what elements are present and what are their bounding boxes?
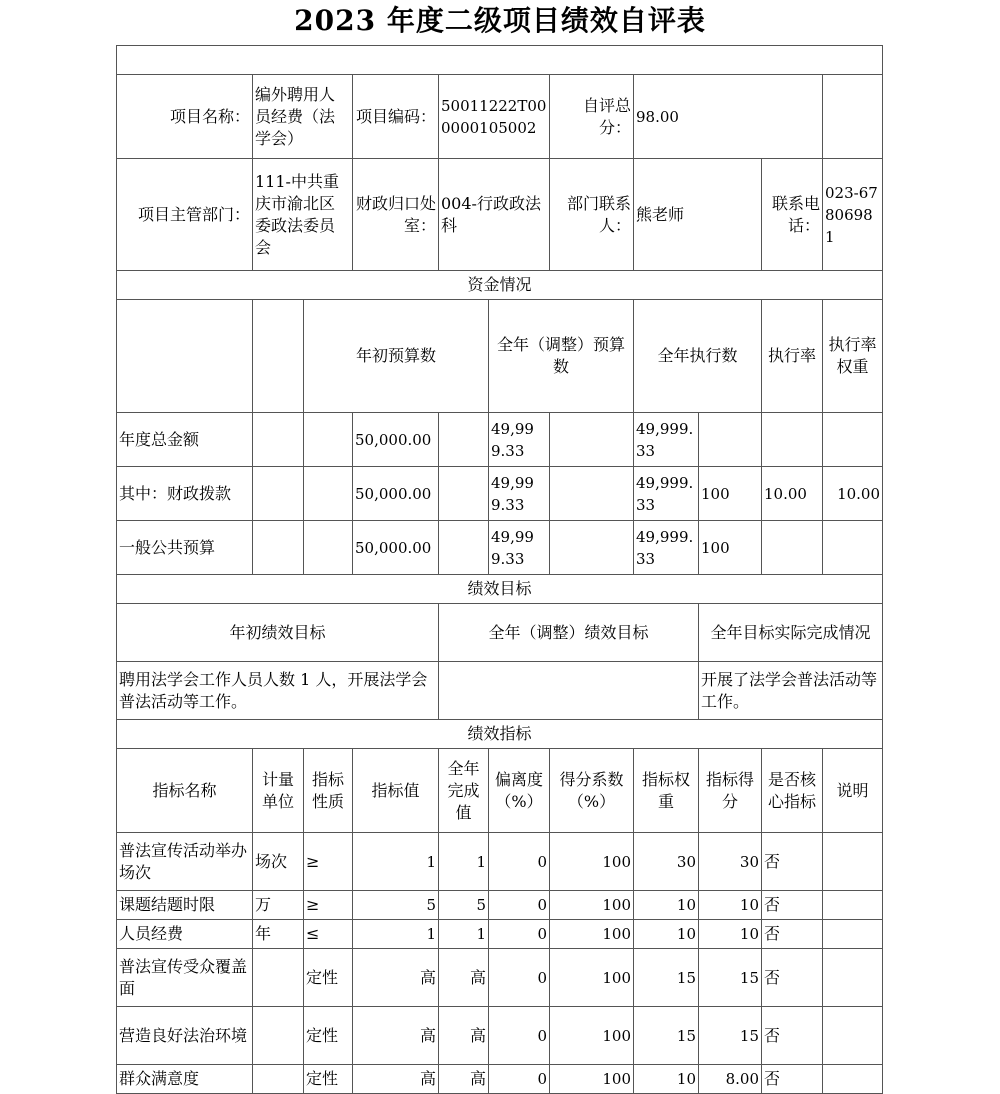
- ind-nature: 定性: [304, 1007, 353, 1065]
- indicator-row: [117, 833, 883, 891]
- ind-unit: [253, 1007, 304, 1065]
- empty-cell: [253, 521, 304, 575]
- funds-score: 10.00: [823, 467, 883, 521]
- empty-cell: [304, 413, 353, 467]
- indicators-section-row: [117, 720, 883, 749]
- funds-header-adjusted: 全年（调整）预算数: [489, 300, 634, 413]
- empty-cell: [304, 521, 353, 575]
- goals-header-row: [117, 604, 883, 662]
- funds-header-row: [117, 300, 883, 413]
- dept-label: 项目主管部门：: [117, 159, 253, 271]
- goals-col-actual: 全年目标实际完成情况: [699, 604, 883, 662]
- ind-deviation: 0: [489, 1007, 550, 1065]
- ind-value: 1: [353, 920, 439, 949]
- empty-cell: [253, 467, 304, 521]
- ind-nature: ≥: [304, 891, 353, 920]
- funds-row-label: 其中：财政拨款: [117, 467, 253, 521]
- funds-row-label: 一般公共预算: [117, 521, 253, 575]
- ind-name: 人员经费: [117, 920, 253, 949]
- ind-core: 否: [762, 949, 823, 1007]
- empty-cell: [823, 75, 883, 159]
- indicator-row: [117, 891, 883, 920]
- goals-section-title: 绩效目标: [117, 575, 883, 604]
- ind-header-name: 指标名称: [117, 749, 253, 833]
- ind-coef: 100: [550, 1007, 634, 1065]
- ind-name: 课题结题时限: [117, 891, 253, 920]
- ind-deviation: 0: [489, 949, 550, 1007]
- score-total-label: 自评总分：: [550, 75, 634, 159]
- dept-value: 111-中共重庆市渝北区委政法委员会: [253, 159, 353, 271]
- ind-unit: 年: [253, 920, 304, 949]
- ind-core: 否: [762, 920, 823, 949]
- funds-row-label: 年度总金额: [117, 413, 253, 467]
- funds-executed: 49,999.33: [634, 413, 699, 467]
- ind-deviation: 0: [489, 891, 550, 920]
- ind-value: 高: [353, 949, 439, 1007]
- funds-rate: 100: [699, 467, 762, 521]
- ind-value: 高: [353, 1007, 439, 1065]
- ind-header-weight: 指标权重: [634, 749, 699, 833]
- ind-note: [823, 1007, 883, 1065]
- ind-note: [823, 920, 883, 949]
- funds-adjusted: 49,999.33: [489, 467, 550, 521]
- ind-name: 普法宣传活动举办场次: [117, 833, 253, 891]
- ind-unit: [253, 949, 304, 1007]
- ind-completed: 1: [439, 833, 489, 891]
- funds-weight: [762, 413, 823, 467]
- funds-score: [823, 521, 883, 575]
- ind-completed: 1: [439, 920, 489, 949]
- project-name-label: 项目名称：: [117, 75, 253, 159]
- info-row-1: [117, 75, 883, 159]
- ind-value: 高: [353, 1065, 439, 1094]
- finance-value: 004-行政政法科: [439, 159, 550, 271]
- contact-label: 部门联系人：: [550, 159, 634, 271]
- goals-col-initial: 年初绩效目标: [117, 604, 439, 662]
- funds-row: [117, 521, 883, 575]
- goals-col-adjusted: 全年（调整）绩效目标: [439, 604, 699, 662]
- ind-header-deviation: 偏离度（%）: [489, 749, 550, 833]
- ind-nature: ≤: [304, 920, 353, 949]
- ind-coef: 100: [550, 949, 634, 1007]
- funds-row: [117, 413, 883, 467]
- funds-weight: 10.00: [762, 467, 823, 521]
- funds-rate: [699, 413, 762, 467]
- funds-header-weight: 执行率权重: [823, 300, 883, 413]
- ind-core: 否: [762, 891, 823, 920]
- empty-cell: [550, 467, 634, 521]
- funds-section-row: [117, 271, 883, 300]
- empty-cell: [550, 521, 634, 575]
- funds-initial: 50,000.00: [353, 413, 439, 467]
- ind-weight: 10: [634, 920, 699, 949]
- ind-score: 8.00: [699, 1065, 762, 1094]
- funds-executed: 49,999.33: [634, 467, 699, 521]
- empty-cell: [439, 467, 489, 521]
- funds-initial: 50,000.00: [353, 521, 439, 575]
- funds-header-executed: 全年执行数: [634, 300, 762, 413]
- funds-executed: 49,999.33: [634, 521, 699, 575]
- project-code-value: 50011222T000000105002: [439, 75, 550, 159]
- ind-completed: 高: [439, 1007, 489, 1065]
- score-total-value: 98.00: [634, 75, 823, 159]
- finance-label: 财政归口处室：: [353, 159, 439, 271]
- project-code-label: 项目编码：: [353, 75, 439, 159]
- ind-weight: 30: [634, 833, 699, 891]
- blank-row: [117, 46, 883, 75]
- ind-name: 普法宣传受众覆盖面: [117, 949, 253, 1007]
- funds-header-rate: 执行率: [762, 300, 823, 413]
- ind-weight: 10: [634, 1065, 699, 1094]
- funds-adjusted: 49,999.33: [489, 521, 550, 575]
- ind-deviation: 0: [489, 920, 550, 949]
- goals-adjusted: [439, 662, 699, 720]
- empty-cell: [117, 300, 253, 413]
- indicator-row: [117, 1007, 883, 1065]
- ind-completed: 高: [439, 1065, 489, 1094]
- funds-row: [117, 467, 883, 521]
- ind-core: 否: [762, 1007, 823, 1065]
- ind-note: [823, 1065, 883, 1094]
- phone-value: 023-67806981: [823, 159, 883, 271]
- funds-adjusted: 49,999.33: [489, 413, 550, 467]
- ind-coef: 100: [550, 1065, 634, 1094]
- indicator-row: [117, 920, 883, 949]
- ind-coef: 100: [550, 920, 634, 949]
- empty-cell: [439, 413, 489, 467]
- ind-coef: 100: [550, 891, 634, 920]
- contact-value: 熊老师: [634, 159, 762, 271]
- ind-weight: 15: [634, 1007, 699, 1065]
- funds-score: [823, 413, 883, 467]
- ind-score: 10: [699, 920, 762, 949]
- ind-header-coef: 得分系数（%）: [550, 749, 634, 833]
- ind-header-value: 指标值: [353, 749, 439, 833]
- phone-label: 联系电话：: [762, 159, 823, 271]
- project-name-value: 编外聘用人员经费（法学会）: [253, 75, 353, 159]
- goals-initial: 聘用法学会工作人员人数 1 人，开展法学会普法活动等工作。: [117, 662, 439, 720]
- empty-cell: [439, 521, 489, 575]
- ind-header-core: 是否核心指标: [762, 749, 823, 833]
- funds-rate: 100: [699, 521, 762, 575]
- empty-cell: [304, 467, 353, 521]
- ind-header-unit: 计量单位: [253, 749, 304, 833]
- ind-score: 15: [699, 949, 762, 1007]
- ind-nature: 定性: [304, 949, 353, 1007]
- ind-weight: 15: [634, 949, 699, 1007]
- ind-name: 营造良好法治环境: [117, 1007, 253, 1065]
- empty-cell: [253, 300, 304, 413]
- indicators-header-row: [117, 749, 883, 833]
- funds-weight: [762, 521, 823, 575]
- ind-completed: 高: [439, 949, 489, 1007]
- ind-header-note: 说明: [823, 749, 883, 833]
- info-row-2: [117, 159, 883, 271]
- funds-initial: 50,000.00: [353, 467, 439, 521]
- ind-completed: 5: [439, 891, 489, 920]
- funds-header-initial: 年初预算数: [304, 300, 489, 413]
- ind-unit: 万: [253, 891, 304, 920]
- ind-nature: 定性: [304, 1065, 353, 1094]
- ind-core: 否: [762, 833, 823, 891]
- ind-value: 5: [353, 891, 439, 920]
- ind-nature: ≥: [304, 833, 353, 891]
- performance-table: [116, 45, 883, 1094]
- ind-core: 否: [762, 1065, 823, 1094]
- page-title: 2023 年度二级项目绩效自评表: [294, 4, 706, 37]
- ind-unit: 场次: [253, 833, 304, 891]
- funds-section-title: 资金情况: [117, 271, 883, 300]
- indicator-row: [117, 949, 883, 1007]
- ind-deviation: 0: [489, 1065, 550, 1094]
- ind-name: 群众满意度: [117, 1065, 253, 1094]
- ind-header-score: 指标得分: [699, 749, 762, 833]
- ind-note: [823, 891, 883, 920]
- ind-score: 30: [699, 833, 762, 891]
- ind-coef: 100: [550, 833, 634, 891]
- ind-score: 10: [699, 891, 762, 920]
- ind-note: [823, 949, 883, 1007]
- ind-score: 15: [699, 1007, 762, 1065]
- indicators-section-title: 绩效指标: [117, 720, 883, 749]
- indicator-row: [117, 1065, 883, 1094]
- ind-header-completed: 全年完成值: [439, 749, 489, 833]
- empty-cell: [550, 413, 634, 467]
- goals-content-row: [117, 662, 883, 720]
- goals-section-row: [117, 575, 883, 604]
- ind-note: [823, 833, 883, 891]
- ind-unit: [253, 1065, 304, 1094]
- goals-actual: 开展了法学会普法活动等工作。: [699, 662, 883, 720]
- ind-weight: 10: [634, 891, 699, 920]
- ind-deviation: 0: [489, 833, 550, 891]
- empty-cell: [253, 413, 304, 467]
- ind-header-nature: 指标性质: [304, 749, 353, 833]
- ind-value: 1: [353, 833, 439, 891]
